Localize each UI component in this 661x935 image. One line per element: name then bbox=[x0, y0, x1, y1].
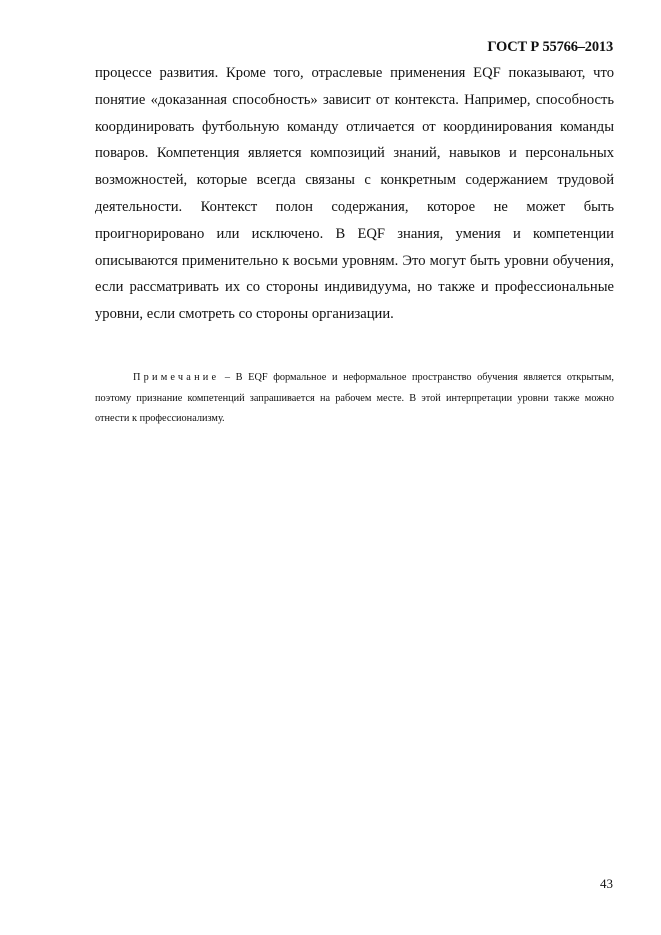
note-text: – В EQF формальное и неформальное пространство обучения является открытым, поэтому признание компетенций запрашивается на рабочем месте. В этой интерпретации уровни также можно отнести к профессионализму. bbox=[95, 372, 614, 424]
body-paragraph: процессе развития. Кроме того, отраслевые применения EQF показывают, что понятие «доказанная способность» зависит от контекста. Например, способность координировать футбольную команду отличается от координирования команды поваров. Компетенция является композиций знаний, навыков и персональных возможностей, которые всегда связаны с конкретным содержанием трудовой деятельности. Контекст полон содержания, которое не может быть проигнорировано или исключено. В EQF знания, умения и компетенции описываются применительно к восьми уровням. Это могут быть уровни обучения, если рассматривать их со стороны индивидуума, но также и профессиональные уровни, если смотреть со стороны организации. bbox=[95, 65, 614, 323]
page-number: 43 bbox=[600, 876, 613, 891]
document-header: ГОСТ Р 55766–2013 bbox=[487, 39, 613, 55]
note-paragraph bbox=[95, 368, 614, 430]
note-label: Примечание bbox=[133, 372, 220, 383]
